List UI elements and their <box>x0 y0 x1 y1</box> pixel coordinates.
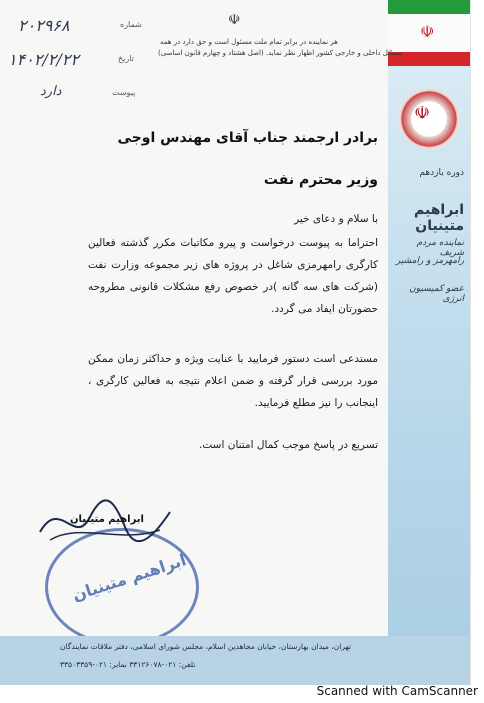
letter-date-value: ۱۴۰۲/۲/۲۲ <box>8 50 79 69</box>
flag-green-stripe <box>388 0 470 14</box>
attachment-value: دارد <box>40 84 62 99</box>
header-quote-line2: مسائل داخلی و خارجی کشور اظهار نظر نماید. (اصل هشتاد و چهارم قانون اساسی) <box>158 49 403 57</box>
body-paragraph-2: مستدعی است دستور فرمایید با عنایت ویژه و حداکثر زمان ممکن مورد بررسی قرار گرفته و ضمن اعلام نتیجه به فعالین کارگری ، اینجانب را نیز مطلع فرمایید. <box>88 353 378 409</box>
stamp-text: ابراهیم متینیان <box>69 550 189 605</box>
salutation-title: وزیر محترم نفت <box>263 172 378 188</box>
letter-number-value: ۲۰۲۹۶۸ <box>18 16 70 35</box>
salutation-recipient: برادر ارجمند جناب آقای مهندس اوجی <box>117 130 378 146</box>
sidebar-role-line3: عضو کمیسیون انرژی <box>409 284 464 304</box>
footer-phones: تلفن: ۰۲۱-۳۳۱۲۶۰۷۸ نمابر: ۰۲۱-۳۳۵۰۳۳۵۹ <box>60 660 196 669</box>
attachment-label: پیوست <box>112 88 136 97</box>
iran-emblem-icon: ☫ <box>420 22 435 41</box>
letterhead-sidebar <box>388 0 470 685</box>
tulip-emblem-icon: ☫ <box>414 103 431 124</box>
body-paragraph-1: احتراما به پیوست درخواست و پیرو مکاتبات مکرر گذشته فعالین کارگری رامهرمزی شاغل در پروژه های زیر مجموعه وزارت نفت (شرکت های سه گانه )در خصوص رفع مشکلات قانونی مطروحه حضورتان ایفاد می گردد. <box>88 237 378 315</box>
header-emblem-icon: ☫ <box>228 12 241 28</box>
sidebar-role-line2: رامهرمز و رامشیر <box>395 256 464 266</box>
sidebar-role-line1: نماینده مردم شریف <box>416 238 464 258</box>
greeting-line: با سلام و دعای خیر <box>294 213 378 225</box>
letter-number-label: شماره <box>120 20 142 29</box>
footer-address: تهران، میدان بهارستان، خیابان مجاهدین اسلام، مجلس شورای اسلامی، دفتر ملاقات نمایندگان <box>60 642 352 651</box>
body-paragraph-3: تسریع در پاسخ موجب کمال امتنان است. <box>199 439 378 451</box>
header-quote-line1: هر نماینده در برابر تمام ملت مسئول است و حق دارد در همه <box>160 38 338 46</box>
letter-date-label: تاریخ <box>118 54 134 63</box>
signer-name: ابراهیم متینیان <box>70 514 144 525</box>
sidebar-term: دوره یازدهم <box>419 168 464 178</box>
sidebar-name: ابراهیم متینیان <box>414 202 464 234</box>
camscanner-badge: Scanned with CamScanner <box>316 684 478 698</box>
